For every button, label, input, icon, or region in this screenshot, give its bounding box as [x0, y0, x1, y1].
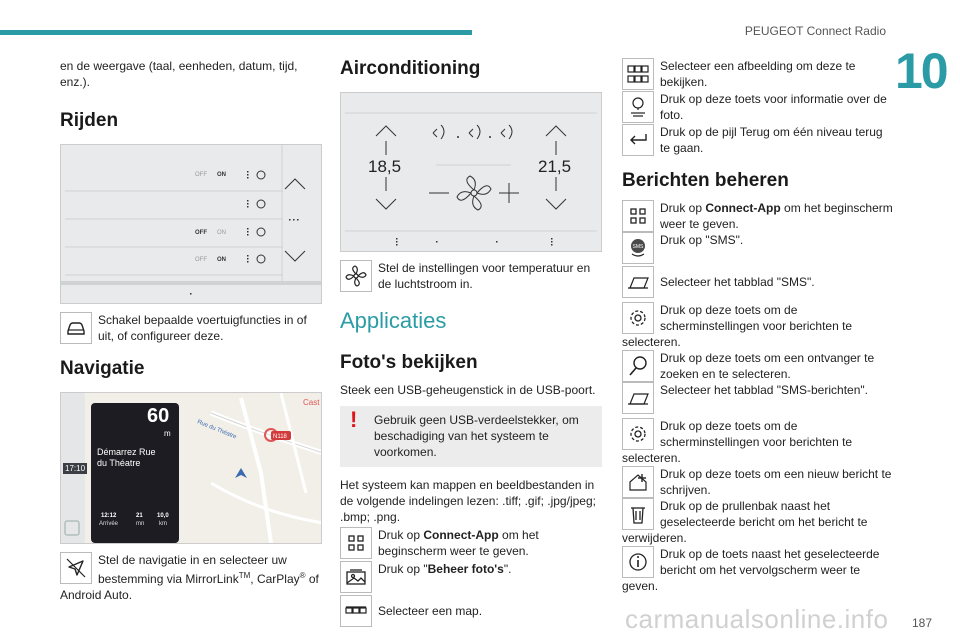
column-3: [622, 58, 894, 594]
nav-desc-a: Stel de navigatie in en selecteer uw bestemming via MirrorLink: [98, 553, 287, 586]
nav-arrival-label: Arrivée: [99, 521, 119, 527]
car-icon: [60, 312, 92, 344]
msg-step-7-text: Druk op deze toets om de scherminstellingen voor berichten te selecteren.: [622, 419, 853, 465]
header-title: PEUGEOT Connect Radio: [744, 24, 886, 38]
fan-icon: [340, 260, 372, 292]
msg-step-1-post: om het beginscherm weer te geven.: [660, 201, 893, 231]
thumbnail-grid-icon: [622, 58, 654, 90]
fotos-step1-post: om het beginscherm weer te geven.: [378, 528, 539, 558]
photo-manager-icon: [340, 561, 372, 593]
msg-step-10-text: Druk op de toets naast het geselecteerde bericht om het vervolgscherm weer te geven.: [622, 547, 880, 593]
new-message-icon: [622, 466, 654, 498]
nav-distance: 60: [147, 405, 170, 427]
navigation-arrow-icon: [60, 552, 92, 584]
msg-step-3: [622, 266, 894, 298]
msg-step-8: [622, 466, 894, 498]
section-berichten-title: Berichten beheren: [622, 170, 789, 191]
map-badge: N118: [273, 434, 287, 440]
row3-off: OFF: [195, 230, 207, 236]
fotos-step1-bold: Connect-App: [423, 528, 499, 542]
row4-on: ON: [217, 257, 226, 263]
row1-on: ON: [217, 172, 226, 178]
msg-step-2-text: Druk op "SMS".: [660, 233, 744, 247]
rijden-desc-row: [60, 312, 322, 344]
photo-row-3-text: Druk op de pijl Terug om één niveau terug te gaan.: [660, 125, 883, 155]
watermark: carmanualsonline.info: [625, 604, 889, 634]
nav-clock: 17:10: [65, 464, 86, 473]
nav-distance-unit: m: [164, 429, 171, 438]
section-applicaties-title: Applicaties: [340, 308, 447, 333]
section-fotos-title: Foto's bekijken: [340, 352, 478, 373]
nav-street-line2: du Théatre: [97, 458, 141, 468]
row3-on: ON: [217, 230, 226, 236]
msg-step-8-text: Druk op deze toets om een nieuw bericht te schrijven.: [660, 467, 892, 497]
fotos-step1-pre: Druk op: [378, 528, 424, 542]
folder-list-icon: [340, 595, 372, 627]
fotos-intro: Steek een USB-geheugenstick in de USB-poort.: [340, 383, 596, 397]
nav-km-label: km: [159, 521, 167, 527]
msg-step-4: [622, 302, 894, 350]
msg-step-5: [622, 350, 894, 382]
msg-step-2: [622, 232, 894, 264]
map-edge-label: Cast: [303, 398, 320, 407]
settings-gear-icon: [622, 418, 654, 450]
rijden-desc: Schakel bepaalde voertuigfuncties in of uit, of configureer deze.: [98, 313, 307, 343]
fotos-step2-post: ".: [503, 562, 512, 576]
photo-row-3: [622, 124, 894, 156]
ac-desc: Stel de instellingen voor temperatuur en de luchtstroom in.: [378, 261, 591, 291]
page-number: 187: [911, 616, 932, 630]
row1-off: OFF: [195, 172, 207, 178]
ac-temp-right: 21,5: [538, 157, 572, 176]
nav-km: 10,0: [157, 513, 169, 519]
column-1: [60, 58, 322, 603]
settings-gear-icon: [622, 302, 654, 334]
apps-grid-icon: [340, 527, 372, 559]
msg-step-9-text: Druk op de prullenbak naast het geselecteerde bericht om het bericht te verwijderen.: [622, 499, 868, 545]
warning-icon: !: [350, 407, 358, 432]
nav-arrival-time: 12:12: [101, 513, 117, 519]
section-navigatie-title: Navigatie: [60, 358, 145, 379]
msg-step-9: [622, 498, 894, 546]
fotos-step3-text: Selecteer een map.: [378, 604, 483, 618]
chapter-number: 10: [895, 43, 947, 99]
ac-temp-left: 18,5: [368, 157, 402, 176]
photo-row-1-text: Selecteer een afbeelding om deze te bekijken.: [660, 59, 856, 89]
msg-step-7: [622, 418, 894, 466]
photo-row-2: [622, 91, 894, 123]
msg-step-1-pre: Druk op: [660, 201, 706, 215]
column-2: [340, 58, 602, 627]
fotos-step2-pre: Druk op ": [378, 562, 428, 576]
photo-info-icon: [622, 91, 654, 123]
back-arrow-icon: [622, 124, 654, 156]
search-icon: [622, 350, 654, 382]
map-road-name: Rue du Théatre: [196, 419, 238, 441]
nav-desc-row: [60, 552, 322, 603]
intro-text: en de weergave (taal, eenheden, datum, tijd, enz.).: [60, 59, 298, 89]
sms-badge-text: SMS: [632, 244, 644, 250]
nav-desc-c: of Android Auto.: [60, 572, 319, 602]
fotos-step1: [340, 527, 602, 559]
tab-icon: [622, 382, 654, 414]
nav-minutes-label: mn: [136, 521, 145, 527]
fotos-step3: [340, 595, 602, 627]
fotos-step2: [340, 561, 602, 593]
ac-screen-drawing: [341, 93, 601, 251]
info-icon: [622, 546, 654, 578]
msg-step-5-text: Druk op deze toets om een ontvanger te zoeken en te selecteren.: [660, 351, 875, 381]
photo-row-2-text: Druk op deze toets voor informatie over de foto.: [660, 92, 887, 122]
nav-desc-r: ®: [299, 571, 306, 580]
msg-step-1-bold: Connect-App: [705, 201, 781, 215]
nav-street-line1: Démarrez Rue: [97, 447, 156, 457]
usb-warning: [340, 406, 602, 467]
msg-step-1: [622, 200, 894, 232]
msg-step-3-text: Selecteer het tabblad "SMS".: [660, 275, 815, 289]
nav-desc-b: , CarPlay: [250, 572, 300, 586]
tab-icon: [622, 266, 654, 298]
header-accent-bar: [0, 30, 472, 35]
usb-warning-text: Gebruik geen USB-verdeelstekker, om beschadiging van het systeem te voorkomen.: [374, 413, 579, 459]
rijden-screen: [60, 144, 322, 304]
nav-minutes: 21: [136, 513, 143, 519]
ac-desc-row: [340, 260, 602, 292]
msg-step-6: [622, 382, 894, 414]
msg-step-4-text: Druk op deze toets om de scherminstellingen voor berichten te selecteren.: [622, 303, 853, 349]
nav-desc-tm: TM: [238, 571, 251, 580]
msg-step-10: [622, 546, 894, 594]
formats-text: Het systeem kan mappen en beeldbestanden in de volgende indelingen lezen: .tiff; .gif; .jpg/jpeg; .bmp; .png.: [340, 478, 596, 524]
sms-icon: [622, 232, 654, 264]
apps-grid-icon: [622, 200, 654, 232]
photo-row-1: [622, 58, 894, 90]
section-ac-title: Airconditioning: [340, 58, 481, 79]
ac-screen: [340, 92, 602, 252]
msg-step-6-text: Selecteer het tabblad "SMS-berichten".: [660, 383, 868, 397]
trash-icon: [622, 498, 654, 530]
navigation-screen: [60, 392, 322, 544]
fotos-step2-bold: Beheer foto's: [427, 562, 504, 576]
rijden-screen-drawing: [61, 145, 321, 303]
section-rijden-title: Rijden: [60, 110, 119, 131]
row4-off: OFF: [195, 257, 207, 263]
